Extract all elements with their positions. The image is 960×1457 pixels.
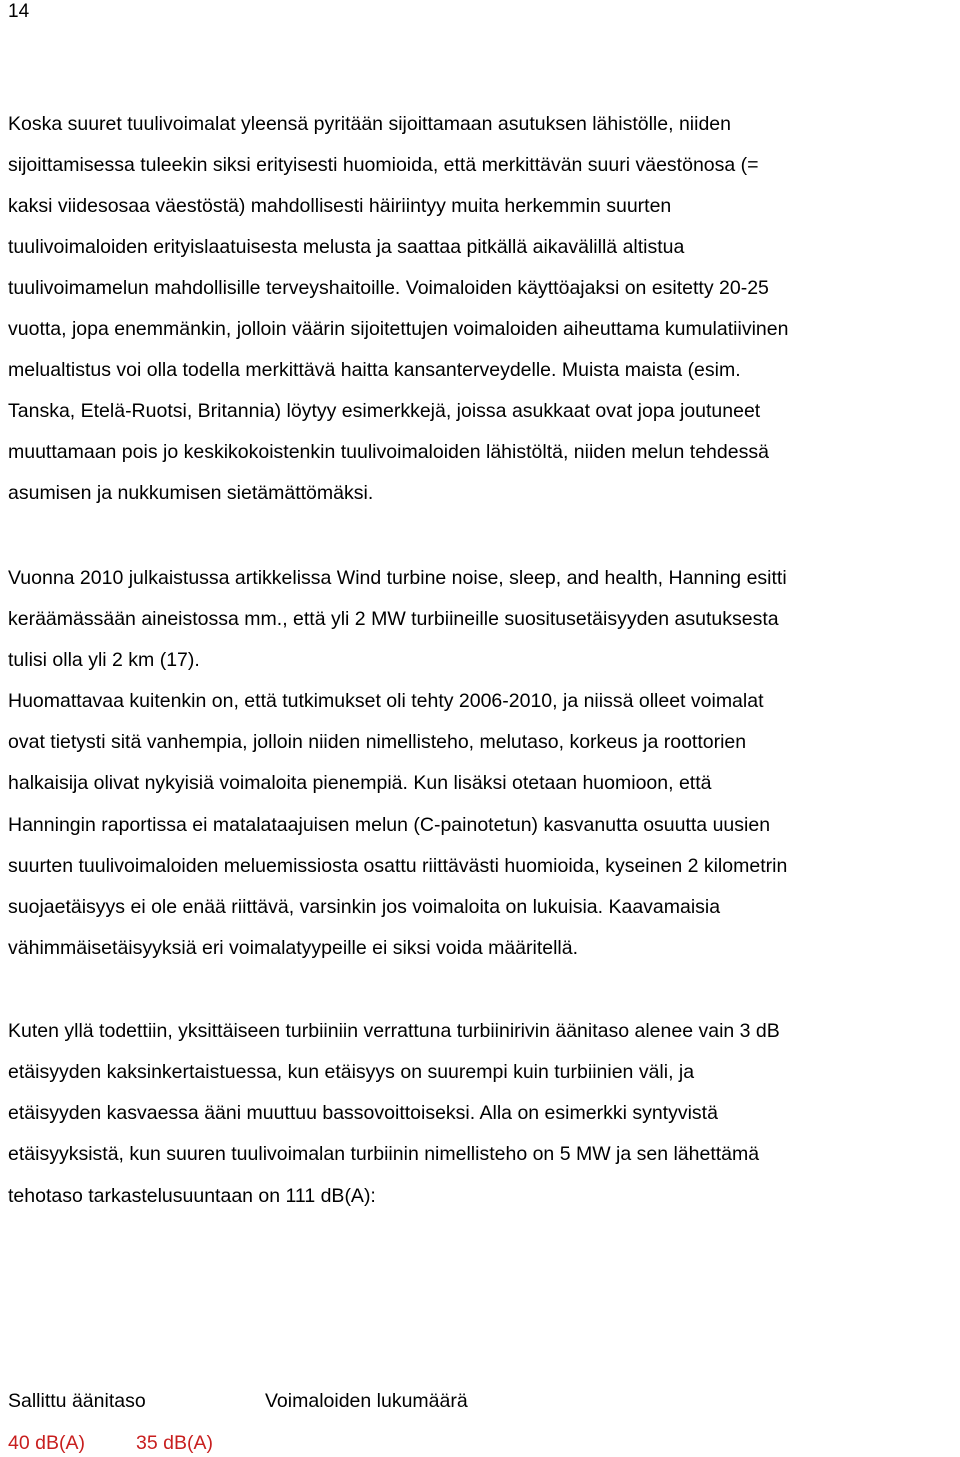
- text-line: suurten tuulivoimaloiden meluemissiosta osattu riittävästi huomioida, kyseinen 2 kilometrin: [8, 855, 788, 877]
- text-line: tuulivoimaloiden erityislaatuisesta melusta ja saattaa pitkällä aikavälillä altistua: [8, 236, 685, 258]
- column-header-allowed-level: Sallittu äänitaso: [8, 1390, 146, 1412]
- text-line: muuttamaan pois jo keskikokoistenkin tuulivoimaloiden lähistöltä, niiden melun tehdessä: [8, 441, 769, 463]
- text-line: etäisyyksistä, kun suuren tuulivoimalan turbiinin nimellisteho on 5 MW ja sen lähettämä: [8, 1143, 760, 1165]
- text-line: etäisyyden kasvaessa ääni muuttuu bassovoittoiseksi. Alla on esimerkki syntyvistä: [8, 1102, 718, 1124]
- text-line: kaksi viidesosaa väestöstä) mahdollisesti häiriintyy muita herkemmin suurten: [8, 195, 672, 217]
- level-value: 35 dB(A): [136, 1432, 213, 1454]
- text-line: asumisen ja nukkumisen sietämättömäksi.: [8, 482, 374, 504]
- text-line: Tanska, Etelä-Ruotsi, Britannia) löytyy esimerkkejä, joissa asukkaat ovat jopa joutuneet: [8, 400, 761, 422]
- text-line: tulisi olla yli 2 km (17).: [8, 649, 200, 671]
- text-line: suojaetäisyys ei ole enää riittävä, varsinkin jos voimaloita on lukuisia. Kaavamaisia: [8, 896, 721, 918]
- text-line: Kuten yllä todettiin, yksittäiseen turbiiniin verrattuna turbiinirivin äänitaso alenee vain 3 dB: [8, 1020, 780, 1042]
- text-line: Huomattavaa kuitenkin on, että tutkimukset oli tehty 2006-2010, ja niissä olleet voimalat: [8, 690, 764, 712]
- level-value: 40 dB(A): [8, 1432, 85, 1454]
- text-line: Koska suuret tuulivoimalat yleensä pyritään sijoittamaan asutuksen lähistölle, niiden: [8, 113, 731, 135]
- text-line: ovat tietysti sitä vanhempia, jolloin niiden nimellisteho, melutaso, korkeus ja roottorien: [8, 731, 747, 753]
- text-line: etäisyyden kaksinkertaistuessa, kun etäisyys on suurempi kuin turbiinien väli, ja: [8, 1061, 695, 1083]
- text-line: Hanningin raportissa ei matalataajuisen melun (C-painotetun) kasvanutta osuutta uusien: [8, 814, 771, 836]
- text-line: tehotaso tarkastelusuuntaan on 111 dB(A):: [8, 1185, 376, 1207]
- text-line: melualtistus voi olla todella merkittävä haitta kansanterveydelle. Muista maista (esim.: [8, 359, 741, 381]
- text-line: sijoittamisessa tuleekin siksi erityisesti huomioida, että merkittävän suuri väestönosa (=: [8, 154, 759, 176]
- text-line: tuulivoimamelun mahdollisille terveyshaitoille. Voimaloiden käyttöajaksi on esitetty 20-25: [8, 277, 769, 299]
- text-line: keräämässään aineistossa mm., että yli 2 MW turbiineille suositusetäisyyden asutuksesta: [8, 608, 779, 630]
- text-line: halkaisija olivat nykyisiä voimaloita pienempiä. Kun lisäksi otetaan huomioon, että: [8, 772, 712, 794]
- page-number: 14: [8, 1, 30, 22]
- column-header-plant-count: Voimaloiden lukumäärä: [265, 1390, 468, 1412]
- text-line: vähimmäisetäisyyksiä eri voimalatyypeille ei siksi voida määritellä.: [8, 937, 579, 959]
- text-line: vuotta, jopa enemmänkin, jolloin väärin sijoitettujen voimaloiden aiheuttama kumulatiivinen: [8, 318, 789, 340]
- text-line: Vuonna 2010 julkaistussa artikkelissa Wind turbine noise, sleep, and health, Hanning esitti: [8, 567, 787, 589]
